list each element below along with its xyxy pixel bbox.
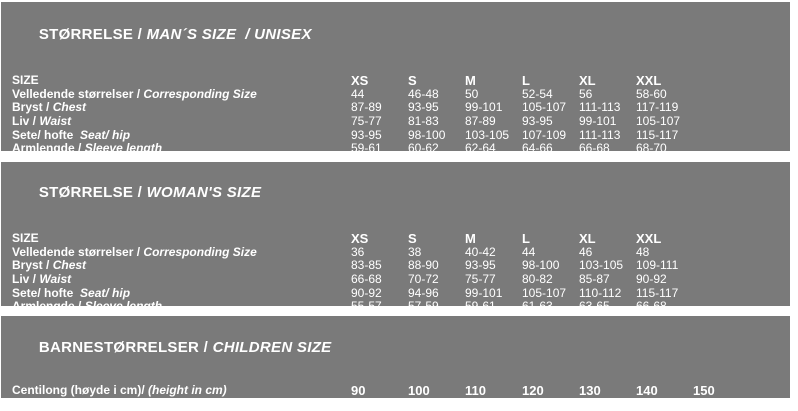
table-row [12,259,790,273]
size-value-cell: 130 [579,383,601,398]
mens-section-title [1,2,790,60]
womens-size-panel [1,162,790,314]
size-value-cell: 98-100 [408,127,446,142]
size-value-cell: 50 [465,86,479,101]
size-value-cell: 103-105 [465,127,510,142]
size-value-cell: 2-3 [351,396,369,411]
table-row [12,88,790,102]
row-label: Liv / Waist [12,272,72,287]
size-value-cell: L [522,73,530,88]
row-label: Centilong (høyde i cm)/ (height in cm) [12,383,227,397]
mens-size-panel [1,2,790,156]
size-value-cell: 99-101 [465,285,503,300]
size-value-cell: 120 [522,383,544,398]
row-label: Bryst / Chest [12,100,87,115]
size-value-cell: 11-12 [693,396,723,411]
size-value-cell: 60-62 [408,141,439,156]
size-value-cell: 40-42 [465,244,496,259]
size-value-cell: 110 [465,383,486,398]
size-value-cell: 61-63 [522,299,553,314]
size-value-cell: 107-109 [522,127,567,142]
table-row [12,300,790,314]
size-value-cell: 105-107 [522,100,567,115]
size-value-cell: 93-95 [351,127,382,142]
table-row [12,142,790,156]
row-label: Bryst / Chest [12,258,87,273]
size-value-cell: 105-107 [522,285,567,300]
size-value-cell: 150 [693,383,715,398]
row-label: Aldersreferanse / Age reference [12,396,194,411]
section-title-norwegian: STØRRELSE / [38,184,147,201]
size-value-cell: 36 [351,244,365,259]
size-value-cell: 105-107 [636,114,681,129]
size-value-cell: S [408,73,417,88]
size-value-cell: XL [579,73,596,88]
table-row [12,232,790,246]
table-row [12,129,790,143]
womens-size-table [1,232,790,328]
row-label: Sete/ hofte Seat/ hip [12,285,131,300]
size-value-cell: 117-119 [636,100,679,115]
size-value-cell: 38 [408,244,422,259]
size-value-cell: 115-117 [636,127,679,142]
size-value-cell: 70-72 [408,272,439,287]
row-label: Velledende størrelser / Corresponding Size [12,244,257,259]
size-value-cell: 66-68 [636,299,667,314]
size-value-cell: XXL [636,73,662,88]
size-value-cell: 66-68 [579,141,610,156]
size-value-cell: 90-92 [351,285,382,300]
size-value-cell: 8-9 [579,396,597,411]
size-value-cell: 90 [351,383,366,398]
size-value-cell: 48 [636,244,650,259]
size-value-cell: 58-60 [636,86,667,101]
size-value-cell: 99-101 [579,114,617,129]
table-row [12,246,790,260]
row-label: Liv / Waist [12,114,72,129]
children-size-panel [1,316,790,411]
size-value-cell: M [465,231,476,246]
size-value-cell: 87-89 [351,100,382,115]
size-value-cell: 55-57 [351,299,382,314]
size-value-cell: S [408,231,417,246]
mens-size-table [1,74,790,170]
size-value-cell: 44 [351,86,365,101]
size-value-cell: 5 [465,396,472,411]
size-value-cell: 66-68 [351,272,382,287]
size-value-cell: 46 [579,244,593,259]
size-value-cell: XXL [636,231,662,246]
size-value-cell: 62-64 [465,141,496,156]
size-value-cell: 83-85 [351,258,382,273]
size-value-cell: 111-113 [579,100,621,115]
table-row [12,115,790,129]
size-value-cell: 100 [408,383,430,398]
size-value-cell: 68-70 [636,141,667,156]
section-title-norwegian: STØRRELSE / [38,26,147,43]
table-row [12,287,790,301]
size-value-cell: 75-77 [351,114,382,129]
size-value-cell: 93-95 [408,100,439,115]
size-value-cell: 64-66 [522,141,553,156]
row-label: SIZE [12,231,39,245]
size-value-cell: L [522,231,530,246]
row-label: Velledende størrelser / Corresponding Size [12,86,257,101]
size-value-cell: 115-117 [636,285,679,300]
size-value-cell: 59-61 [465,299,496,314]
size-value-cell: 98-100 [522,258,560,273]
size-value-cell: 6-7 [522,396,540,411]
section-title-english: CHILDREN SIZE [212,339,332,356]
children-size-table [1,384,790,411]
size-value-cell: 99-101 [465,100,503,115]
table-row [12,74,790,88]
womens-section-title [1,162,790,218]
table-row [12,101,790,115]
size-value-cell: 90-92 [636,272,667,287]
size-value-cell: 46-48 [408,86,439,101]
size-value-cell: 109-111 [636,258,679,273]
size-value-cell: 57-59 [408,299,439,314]
size-value-cell: 44 [522,244,536,259]
table-row [12,384,790,398]
size-value-cell: 75-77 [465,272,496,287]
size-value-cell: 93-95 [465,258,496,273]
size-value-cell: 59-61 [351,141,382,156]
size-value-cell: 80-82 [522,272,553,287]
section-title-norwegian: BARNESTØRRELSER / [38,339,213,356]
size-value-cell: XL [579,231,596,246]
row-label: SIZE [12,73,39,87]
size-value-cell: 88-90 [408,258,439,273]
size-value-cell: 85-87 [579,272,610,287]
size-value-cell: 56 [579,86,593,101]
size-value-cell: 110-112 [579,285,622,300]
size-value-cell: 81-83 [408,114,439,129]
row-label: Armlengde / Sleeve length [12,299,163,314]
size-value-cell: 93-95 [522,114,553,129]
section-title-english: WOMAN'S SIZE [146,184,262,201]
row-label: Armlengde / Sleeve length [12,141,163,156]
size-value-cell: M [465,73,476,88]
size-value-cell: 3-4 [408,396,426,411]
size-value-cell: 10 [636,396,650,411]
row-label: Sete/ hofte Seat/ hip [12,127,131,142]
size-value-cell: 140 [636,383,658,398]
children-section-title [1,316,790,373]
size-value-cell: XS [351,73,369,88]
table-row [12,273,790,287]
size-value-cell: 94-96 [408,285,439,300]
size-value-cell: 87-89 [465,114,496,129]
size-value-cell: XS [351,231,369,246]
size-value-cell: 111-113 [579,127,621,142]
size-value-cell: 52-54 [522,86,553,101]
size-value-cell: 63-65 [579,299,610,314]
size-value-cell: 103-105 [579,258,624,273]
table-row [12,398,790,411]
section-title-english: MAN´S SIZE / UNISEX [146,26,312,43]
